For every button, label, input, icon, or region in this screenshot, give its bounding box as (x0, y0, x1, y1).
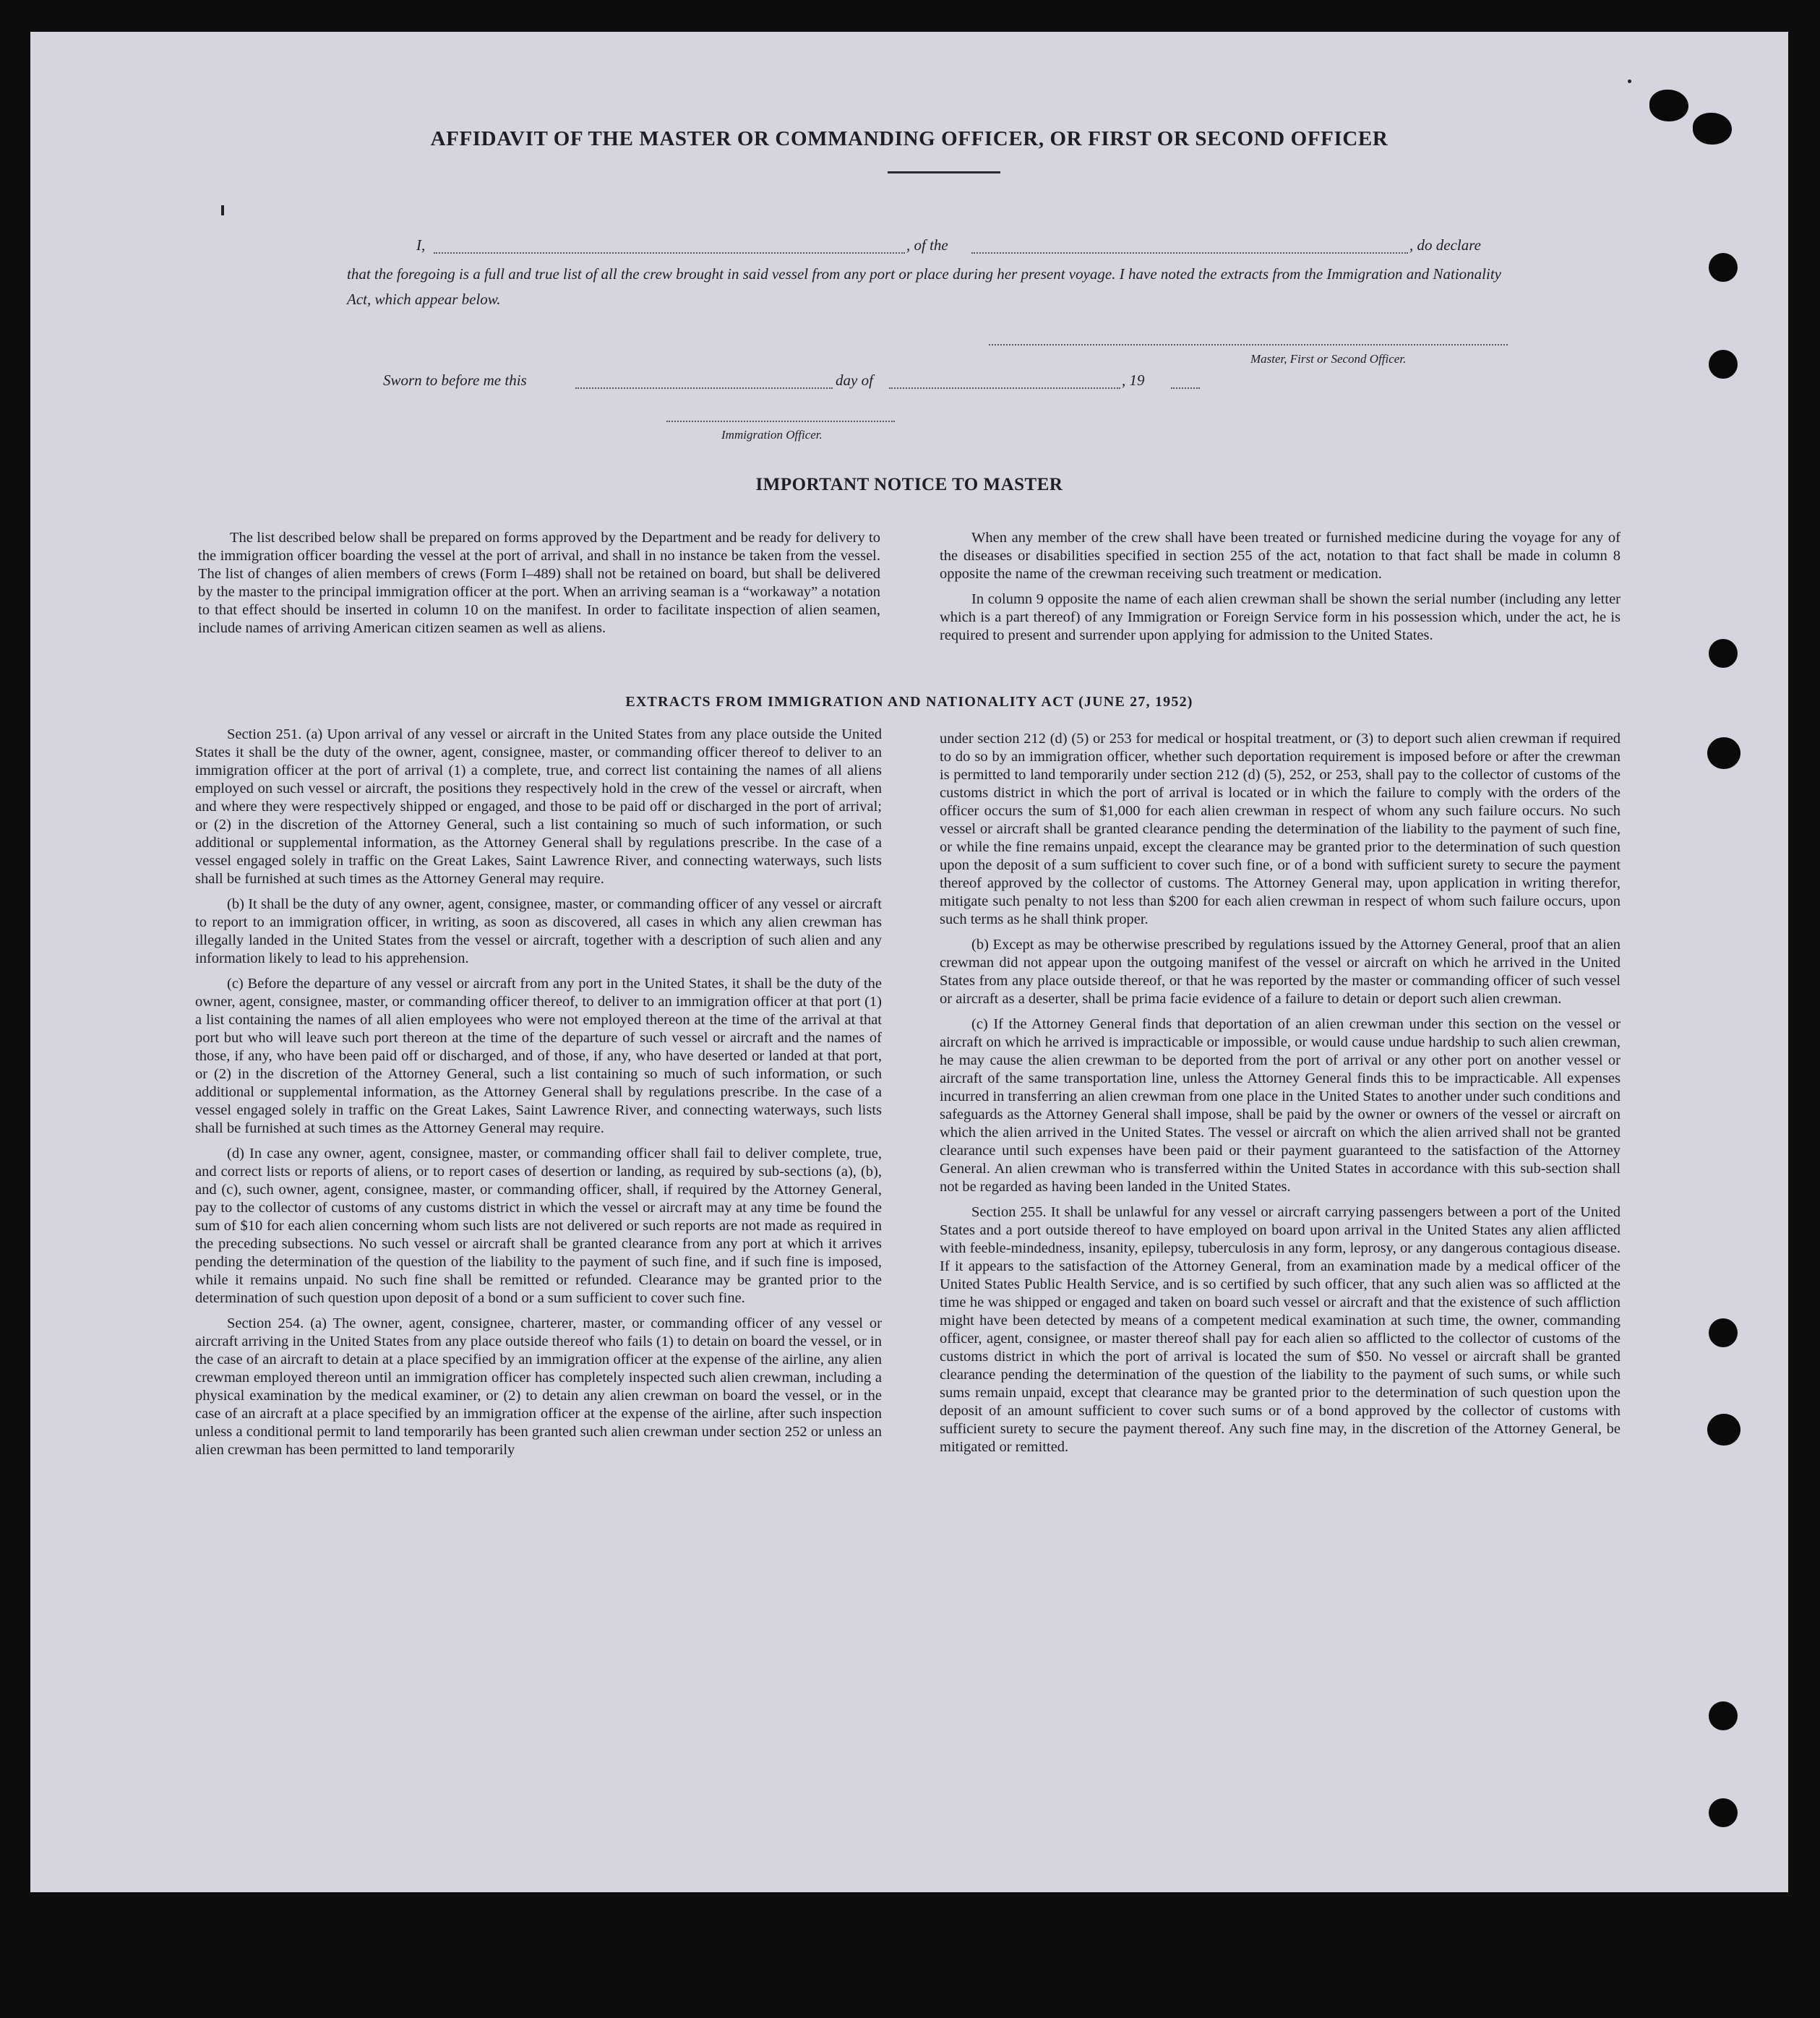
section-255-paragraph: Section 255. It shall be unlawful for any vessel or aircraft carrying passengers between a port of the United States and a port outside thereof to have employed on board upon arrival in the United States any alien afflicted with feeble-mindedness, insanity, epilepsy, tuberculosis in any form, leprosy, or any dangerous contagious disease. If it appears to the satisfaction of the Attorney General, from an examination made by a medical officer of the United States Public Health Service, and is so certified by such officer, that any such alien was so afflicted at the time he was shipped or engaged and taken on board such vessel or aircraft and that the existence of such affliction might have been detected by means of a competent medical examination at such time, the owner, commanding officer, agent, consignee, or master thereof shall pay for each alien so afflicted to the collector of customs of the customs district in which the port of arrival is located the sum of $50. No vessel or aircraft shall be granted clearance pending the determination of the question of the liability to the payment of such sums, or while such sums remain unpaid, except that clearance may be granted prior to the determination of such question upon the deposit of an amount sufficient to cover such sums or of a bond approved by the collector of customs with sufficient surety to secure the payment thereof. Any such fine may, in the discretion of the Attorney General, be mitigated or remitted. (940, 1204, 1621, 1455)
notice-title: IMPORTANT NOTICE TO MASTER (755, 475, 1063, 494)
vessel-name-field[interactable] (971, 252, 1408, 254)
sworn-label: Sworn to before me this (383, 372, 527, 389)
scan-speck (221, 205, 224, 215)
punch-hole (1709, 253, 1738, 282)
section-254a-continued-paragraph: under section 212 (d) (5) or 253 for medical or hospital treatment, or (3) to deport such alien crewman if required to do so by an immigration officer, whether such deportation requirement is imposed before or after the crewman is permitted to land temporarily under section 212 (d) (5), 252, or 253, shall pay to the collector of customs of the customs district in which the port of arrival is located or in which the failure to comply with the orders of the officer occurs the sum of $1,000 for each alien crewman in respect of whom any such failure occurs. No such vessel or aircraft shall be granted clearance pending the determination of the liability to the payment of such fine, or while the fine remains unpaid, except the clearance may be granted prior to the determination of such question upon the deposit of a sum sufficient to cover such fine, or of a bond with sufficient surety to secure the payment thereof approved by the collector of customs. The Attorney General may, upon application in writing therefor, mitigate such penalty to not less than $200 for each alien crewman in respect of whom such failure occurs, upon such terms as he shall think proper. (940, 731, 1621, 927)
affidavit-statement: that the foregoing is a full and true list of all the crew brought in said vessel from any port or place during her present voyage. I have noted the extracts from the Immigration and Nationality Act, which appear below. (347, 265, 1501, 308)
section-251c-paragraph: (c) Before the departure of any vessel or aircraft from any port in the United States, it shall be the duty of the owner, agent, consignee, master, or commanding officer thereof, to deliver to an immigration officer at that port (1) a list containing the names of all alien employees who were not employed thereon at the time of the arrival at that port but who will leave such port thereon at the time of the departure of such vessel or aircraft and the names of those, if any, who have been paid off or discharged, and of those, if any, who have deserted or landed at that port, or (2) in the discretion of the Attorney General, such a list containing so much of such information, or such additional or supplemental information, as the Attorney General shall by regulations prescribe. In the case of a vessel engaged solely in traffic on the Great Lakes, Saint Lawrence River, and connecting waterways, such lists shall be furnished at such times as the Attorney General may require. (195, 976, 882, 1136)
notice-right-column (940, 529, 1621, 652)
punch-hole (1707, 1414, 1740, 1446)
section-251a-paragraph: Section 251. (a) Upon arrival of any vessel or aircraft in the United States from any place outside the United States it shall be the duty of the owner, agent, consignee, master, or commanding officer thereof to deliver to an immigration officer at the port of arrival (1) a complete, true, and correct list containing the names of all aliens employed on such vessel or aircraft, the positions they respectively hold in the crew of the vessel or aircraft, when and where they were respectively shipped or engaged, and those to be paid off or discharged in the port of arrival; or (2) in the discretion of the Attorney General, such a list containing so much of such information, or such additional or supplemental information, as the Attorney General shall by regulations prescribe. In the case of a vessel engaged solely in traffic on the Great Lakes, Saint Lawrence River, and connecting waterways, such lists shall be furnished at such times as the Attorney General may require. (195, 726, 882, 887)
section-254b-paragraph: (b) Except as may be otherwise prescribed by regulations issued by the Attorney General, proof that an alien crewman did not appear upon the outgoing manifest of the vessel or aircraft on which he arrived in the United States from any place outside thereof, or that he was reported by the master or commanding officer of such vessel or aircraft as a deserter, shall be prima facie evidence of a failure to detain or deport such alien crewman. (940, 937, 1621, 1007)
sworn-day-field[interactable] (575, 387, 833, 389)
notice-paragraph: In column 9 opposite the name of each alien crewman shall be shown the serial number (including any letter which is a part thereof) of any Immigration or Foreign Service form in his possession which, under the act, he is required to present and surrender upon applying for admission to the United States. (940, 591, 1621, 643)
punch-hole (1709, 1798, 1738, 1827)
extracts-right-column (940, 730, 1621, 1464)
punch-hole (1709, 1701, 1738, 1730)
punch-hole (1707, 737, 1740, 769)
document-page (30, 32, 1788, 1892)
notice-paragraph: When any member of the crew shall have been treated or furnished medicine during the voyage for any of the diseases or disabilities specified in section 255 of the act, notation to that fact shall be made in column 8 opposite the name of the crewman receiving such treatment or medication. (940, 530, 1621, 582)
notice-paragraph: The list described below shall be prepared on forms approved by the Department and be ready for delivery to the immigration officer boarding the vessel at the port of arrival, and shall in no instance be taken from the vessel. The list of changes of alien members of crews (Form I–489) shall not be retained on board, but shall be delivered by the master to the principal immigration officer at the port. When an arriving seaman is a “workaway” a notation to that effect should be inserted in column 10 on the manifest. In order to facilitate inspection of alien seamen, include names of arriving American citizen seamen as well as aliens. (198, 530, 880, 636)
section-254a-paragraph: Section 254. (a) The owner, agent, consignee, charterer, master, or commanding officer of any vessel or aircraft arriving in the United States from any place outside thereof who fails (1) to detain on board the vessel, or in the case of an aircraft to detain at a place specified by an immigration officer at the expense of the airline, any alien crewman employed thereon until an immigration officer has completely inspected such alien crewman, including a physical examination by the medical examiner, or (2) to detain any alien crewman on board the vessel, or in the case of an aircraft at a place specified by an immigration officer at the expense of the airline, after such inspection unless a conditional permit to land temporarily has been granted such alien crewman under section 252 or unless an alien crewman has been permitted to land temporarily (195, 1315, 882, 1458)
master-signature-caption: Master, First or Second Officer. (1250, 352, 1407, 366)
master-signature-field[interactable] (989, 344, 1508, 345)
affidavit-title: AFFIDAVIT OF THE MASTER OR COMMANDING OFFICER, OR FIRST OR SECOND OFFICER (430, 127, 1388, 150)
do-declare-label: , do declare (1409, 236, 1481, 254)
notice-left-column (198, 529, 880, 645)
year-label: , 19 (1122, 372, 1145, 389)
immigration-officer-caption: Immigration Officer. (721, 428, 823, 442)
immigration-officer-signature-field[interactable] (666, 421, 895, 422)
punch-hole (1709, 639, 1738, 668)
extracts-left-column (195, 726, 882, 1467)
sworn-year-field[interactable] (1171, 387, 1200, 389)
section-251b-paragraph: (b) It shall be the duty of any owner, agent, consignee, master, or commanding officer of any vessel or aircraft to report to an immigration officer, in writing, as soon as discovered, all cases in which any alien crewman has illegally landed in the United States from the vessel or aircraft, together with a description of such alien and any information likely to lead to his apprehension. (195, 896, 882, 966)
affiant-label: I, (416, 236, 426, 254)
sworn-month-field[interactable] (889, 387, 1120, 389)
punch-hole (1709, 350, 1738, 379)
section-254c-paragraph: (c) If the Attorney General finds that deportation of an alien crewman under this section on the vessel or aircraft on which he arrived is impracticable or impossible, or would cause undue hardship to such alien crewman, he may cause the alien crewman to be deported from the port of arrival or any other port on another vessel or aircraft of the same transportation line, unless the Attorney General finds this to be impracticable. All expenses incurred in transferring an alien crewman from one place in the United States to another under such conditions and safeguards as the Attorney General shall impose, shall be paid by the owner or owners of the vessel or aircraft on which the alien arrived in the United States. The vessel or aircraft on which the alien arrived shall not be granted clearance until such expenses have been paid or their payment guaranteed to the satisfaction of the Attorney General. An alien crewman who is transferred within the United States in accordance with this sub-section shall not be regarded as having been landed in the United States. (940, 1016, 1621, 1195)
title-underline (888, 171, 1000, 173)
scan-speck (1628, 80, 1631, 83)
punch-hole (1649, 90, 1688, 121)
section-251d-paragraph: (d) In case any owner, agent, consignee, master, or commanding officer shall fail to deliver complete, true, and correct lists or reports of aliens, or to report cases of desertion or landing, as required by sub-sections (a), (b), and (c), such owner, agent, consignee, master, or commanding officer, shall, if required by the Attorney General, pay to the collector of customs of any customs district in which the vessel or aircraft may at any time be found the sum of $10 for each alien concerning whom such lists are not delivered or such reports are not made as required in the preceding subsections. No such vessel or aircraft shall be granted clearance from any port at which it arrives pending the determination of the question of the liability to the payment of such fine, and if such fine is imposed, while it remains unpaid. No such fine shall be remitted or refunded. Clearance may be granted prior to the determination of such question upon deposit of a bond or a sum sufficient to cover such fine. (195, 1146, 882, 1306)
of-the-label: , of the (906, 236, 948, 254)
punch-hole (1709, 1318, 1738, 1347)
extracts-title: EXTRACTS FROM IMMIGRATION AND NATIONALITY ACT (JUNE 27, 1952) (625, 694, 1193, 710)
day-of-label: day of (836, 372, 873, 389)
affiant-name-field[interactable] (434, 252, 905, 254)
